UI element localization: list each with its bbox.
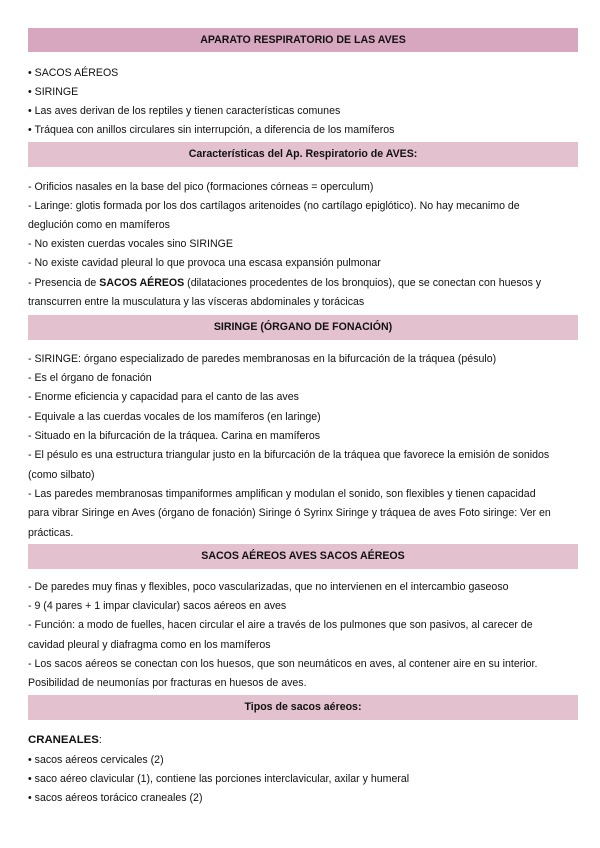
section-heading-text: Tipos de sacos aéreos: — [244, 701, 362, 713]
text-fragment: (dilataciones procedentes de los bronquios), que se conectan con huesos y — [184, 277, 542, 289]
text-line: - Orificios nasales en la base del pico (formaciones córneas = operculum) — [28, 181, 374, 193]
craneales-colon: : — [98, 734, 102, 746]
text-line: - No existe cavidad pleural lo que provoca una escasa expansión pulmonar — [28, 257, 381, 269]
section-heading-tipos — [28, 695, 578, 720]
intro-item: • SIRINGE — [28, 86, 79, 98]
craneales-label: CRANEALES — [28, 734, 99, 746]
section-heading-text: SACOS AÉREOS AVES SACOS AÉREOS — [201, 550, 405, 562]
section-heading-siringe — [28, 315, 578, 340]
text-line: prácticas. — [28, 527, 74, 539]
text-line: - Las paredes membranosas timpaniformes amplifican y modulan el sonido, son flexibles y tienen capacidad — [28, 488, 536, 500]
text-line: cavidad pleural y diafragma como en los mamíferos — [28, 639, 271, 651]
list-item: • saco aéreo clavicular (1), contiene las porciones interclavicular, axilar y humeral — [28, 773, 410, 785]
emphasis-sacos-aereos: SACOS AÉREOS — [99, 277, 185, 289]
text-line — [28, 276, 584, 290]
text-line: - Función: a modo de fuelles, hacen circular el aire a través de los pulmones que son pasivos, al carecer de — [28, 619, 533, 631]
text-line: - Situado en la bifurcación de la tráquea. Carina en mamíferos — [28, 430, 321, 442]
section-heading-text: Características del Ap. Respiratorio de AVES: — [188, 148, 418, 160]
intro-item: • Las aves derivan de los reptiles y tienen características comunes — [28, 105, 341, 117]
text-line: - Es el órgano de fonación — [28, 372, 152, 384]
text-line: transcurren entre la musculatura y las vísceras abdominales y torácicas — [28, 296, 365, 308]
craneales-heading — [28, 733, 584, 747]
intro-item: • Tráquea con anillos circulares sin interrupción, a diferencia de los mamíferos — [28, 124, 395, 136]
text-line: - Enorme eficiencia y capacidad para el canto de las aves — [28, 391, 299, 403]
list-item: • sacos aéreos torácico craneales (2) — [28, 792, 203, 804]
text-line: - Los sacos aéreos se conectan con los huesos, que son neumáticos en aves, al contener aire en su interior. — [28, 658, 538, 670]
text-fragment: - Presencia de — [28, 277, 100, 289]
text-line: Posibilidad de neumonías por fracturas en huesos de aves. — [28, 677, 307, 689]
section-heading-text: SIRINGE (ÓRGANO DE FONACIÓN) — [213, 321, 393, 333]
text-line: - Equivale a las cuerdas vocales de los mamíferos (en laringe) — [28, 411, 321, 423]
page-title: APARATO RESPIRATORIO DE LAS AVES — [200, 34, 406, 46]
text-line: - SIRINGE: órgano especializado de paredes membranosas en la bifurcación de la tráquea (pésulo) — [28, 353, 497, 365]
text-line: deglución como en mamíferos — [28, 219, 170, 231]
text-line: - De paredes muy finas y flexibles, poco vascularizadas, que no intervienen en el intercambio gaseoso — [28, 581, 509, 593]
text-line: - No existen cuerdas vocales sino SIRINGE — [28, 238, 233, 250]
text-line: - Laringe: glotis formada por los dos cartílagos aritenoides (no cartílago epiglótico). No hay mecanimo de — [28, 200, 520, 212]
text-line: - 9 (4 pares + 1 impar clavicular) sacos aéreos en aves — [28, 600, 287, 612]
text-line: - El pésulo es una estructura triangular justo en la bifurcación de la tráquea que favorece la emisión de sonidos — [28, 449, 550, 461]
intro-item: • SACOS AÉREOS — [28, 67, 119, 79]
section-heading-caracteristicas — [28, 142, 578, 167]
text-line: para vibrar Siringe en Aves (órgano de fonación) Siringe ó Syrinx Siringe y tráquea de aves Foto siringe: Ver en — [28, 507, 551, 519]
text-line: (como silbato) — [28, 469, 95, 481]
title-band — [28, 28, 578, 52]
section-heading-sacos — [28, 544, 578, 569]
list-item: • sacos aéreos cervicales (2) — [28, 754, 164, 766]
